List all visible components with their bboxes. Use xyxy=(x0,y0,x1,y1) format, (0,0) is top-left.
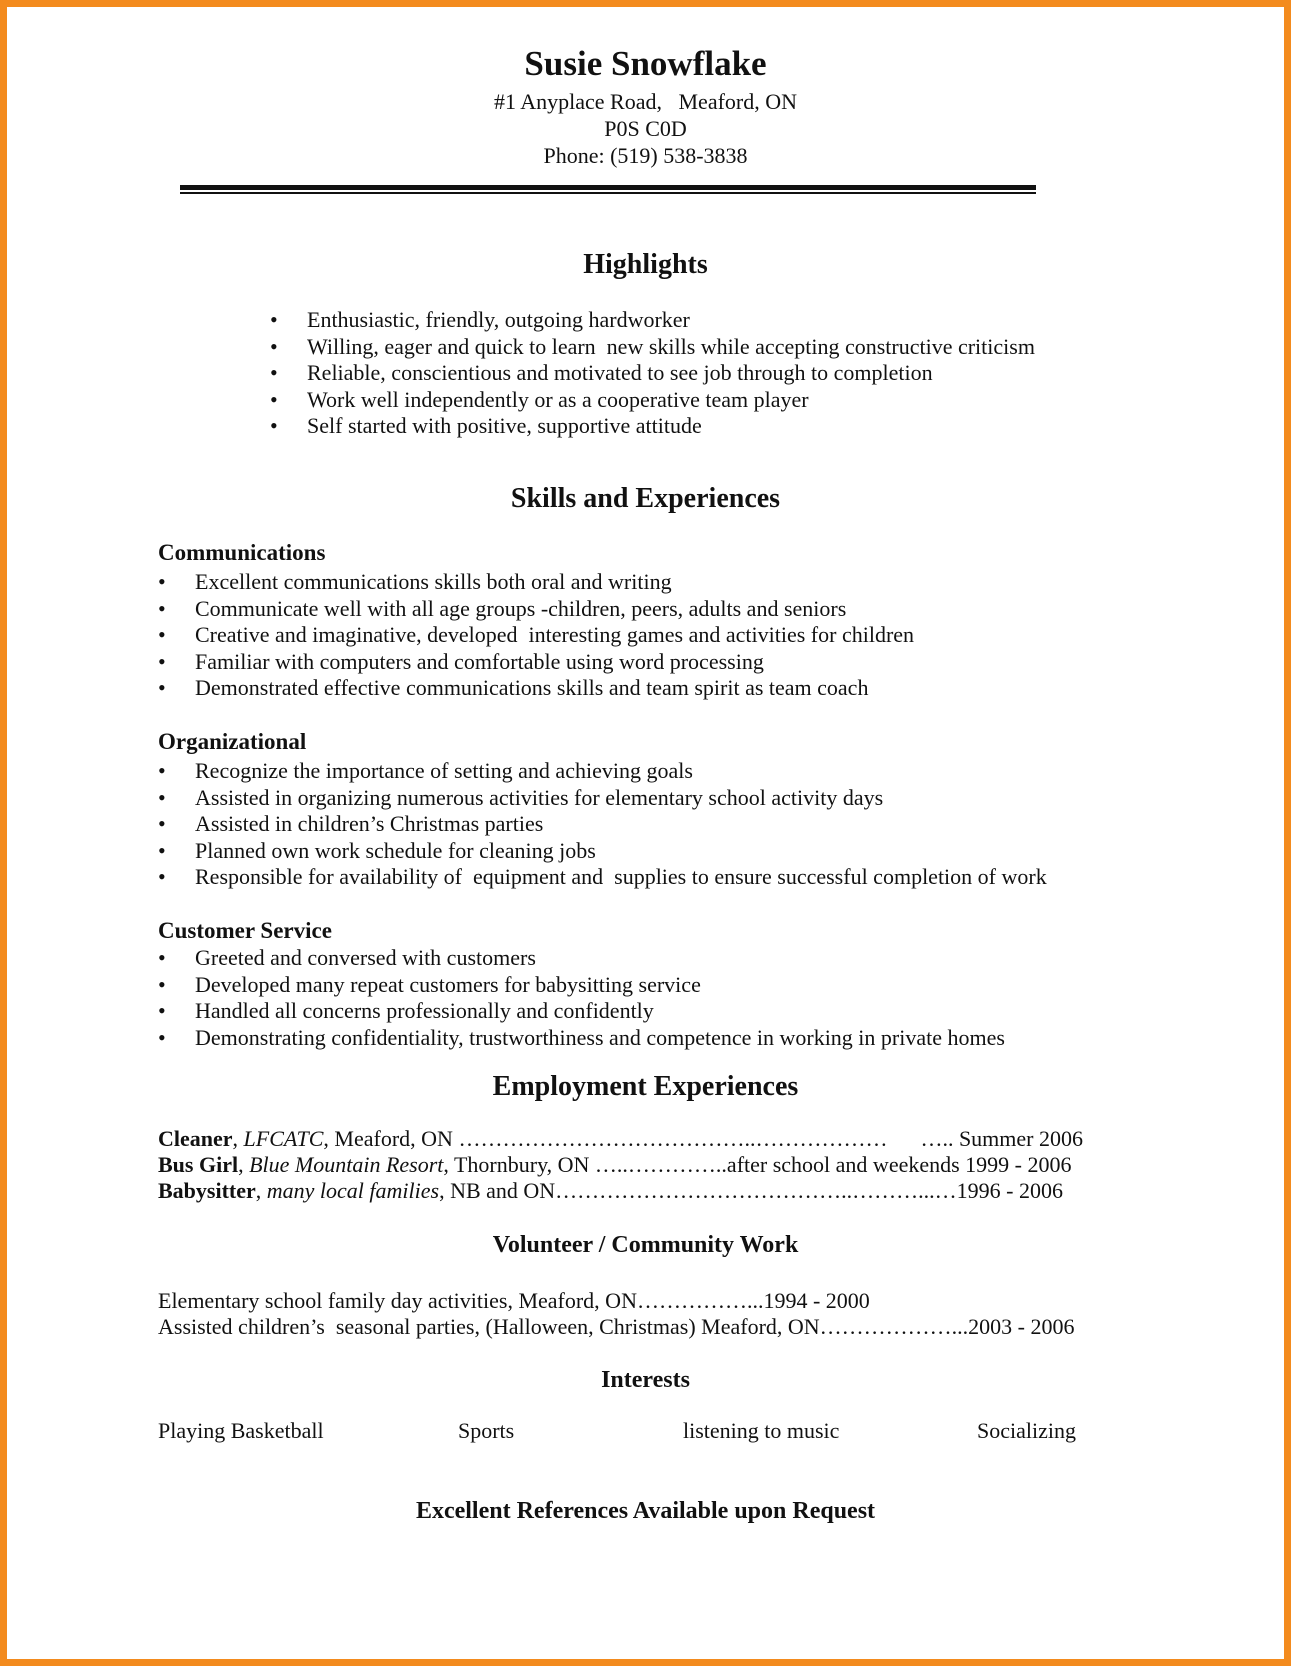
communications-list xyxy=(158,569,915,702)
header-rule-thin xyxy=(180,192,1036,194)
job-employer: many local families xyxy=(266,1178,440,1203)
communications-subheading: Communications xyxy=(158,540,326,565)
bullet: • xyxy=(158,622,166,647)
highlights-list xyxy=(270,307,1035,440)
organizational-list xyxy=(158,758,1047,891)
organizational-subheading: Organizational xyxy=(158,729,307,754)
employment-entry: Bus Girl, Blue Mountain Resort, Thornbury, ON …..…………..after school and weekends 1999 - 2006 xyxy=(158,1152,1072,1177)
interest-item: listening to music xyxy=(683,1418,840,1443)
list-item: • Demonstrated effective communications skills and team spirit as team coach xyxy=(158,675,869,700)
highlights-heading: Highlights xyxy=(583,249,708,280)
references-note: Excellent References Available upon Request xyxy=(415,1498,876,1524)
job-employer: Blue Mountain Resort xyxy=(249,1152,444,1177)
list-item: • Enthusiastic, friendly, outgoing hardworker xyxy=(270,307,690,332)
list-item: • Self started with positive, supportive attitude xyxy=(270,413,702,438)
list-item: • Assisted in organizing numerous activities for elementary school activity days xyxy=(158,784,884,810)
bullet: • xyxy=(270,333,278,359)
bullet: • xyxy=(270,386,278,412)
job-details: , NB and ON…………………………………..………...…1996 - 2006 xyxy=(439,1178,1064,1203)
interest-item: Sports xyxy=(458,1418,515,1443)
job-role: Bus Girl xyxy=(158,1152,239,1177)
volunteer-list xyxy=(158,1288,1075,1340)
list-item: • Willing, eager and quick to learn new skills while accepting constructive criticism xyxy=(270,333,1035,359)
list-item: • Excellent communications skills both oral and writing xyxy=(158,569,672,594)
volunteer-entry: Assisted children’s seasonal parties, (Halloween, Christmas) Meaford, ON………………...2003 - 2006 xyxy=(158,1314,1075,1339)
bullet: • xyxy=(158,758,166,783)
bullet: • xyxy=(158,1024,166,1050)
list-item: • Work well independently or as a cooperative team player xyxy=(270,386,809,412)
address-line: #1 Anyplace Road, Meaford, ON xyxy=(493,89,798,114)
list-item: • Creative and imaginative, developed interesting games and activities for children xyxy=(158,622,915,647)
list-item: • Reliable, conscientious and motivated to see job through to completion xyxy=(270,360,933,385)
skills-heading: Skills and Experiences xyxy=(510,483,781,514)
volunteer-heading: Volunteer / Community Work xyxy=(492,1232,799,1258)
volunteer-entry: Elementary school family day activities, Meaford, ON……………...1994 - 2000 xyxy=(158,1288,870,1313)
bullet: • xyxy=(270,413,278,438)
bullet: • xyxy=(158,811,166,836)
employment-list xyxy=(158,1126,1083,1204)
bullet: • xyxy=(158,837,166,863)
interest-item: Socializing xyxy=(977,1418,1076,1443)
bullet: • xyxy=(158,569,166,594)
list-item: • Communicate well with all age groups -children, peers, adults and seniors xyxy=(158,595,847,621)
list-item: • Greeted and conversed with customers xyxy=(158,945,536,970)
list-item: • Handled all concerns professionally and confidently xyxy=(158,998,654,1023)
job-employer: LFCATC xyxy=(243,1126,324,1151)
list-item: • Recognize the importance of setting and achieving goals xyxy=(158,758,693,783)
employment-heading: Employment Experiences xyxy=(492,1071,799,1102)
job-details: , Meaford, ON …………………………………..……………… ….. Summer 2006 xyxy=(323,1126,1083,1151)
bullet: • xyxy=(158,648,166,674)
postal-code: P0S C0D xyxy=(604,116,687,141)
bullet: • xyxy=(158,864,166,889)
list-item: • Responsible for availability of equipment and supplies to ensure successful completion of work xyxy=(158,864,1047,889)
phone-line: Phone: (519) 538-3838 xyxy=(543,143,748,168)
job-role: Cleaner xyxy=(158,1126,233,1151)
list-item: • Planned own work schedule for cleaning jobs xyxy=(158,837,596,863)
resume-name: Susie Snowflake xyxy=(524,44,767,83)
job-details: , Thornbury, ON …..…………..after school and weekends 1999 - 2006 xyxy=(443,1152,1072,1177)
customer-service-subheading: Customer Service xyxy=(158,918,332,943)
list-item: • Demonstrating confidentiality, trustworthiness and competence in working in private homes xyxy=(158,1024,1005,1050)
list-item: • Assisted in children’s Christmas parties xyxy=(158,811,544,836)
interests-heading: Interests xyxy=(601,1367,690,1393)
bullet: • xyxy=(270,307,278,332)
bullet: • xyxy=(270,360,278,385)
header-rule-thick xyxy=(180,185,1036,190)
bullet: • xyxy=(158,675,166,700)
employment-entry: Babysitter, many local families, NB and ON…………………………………..………...…1996 - 2006 xyxy=(158,1178,1064,1203)
list-item: • Familiar with computers and comfortable using word processing xyxy=(158,648,764,674)
bullet: • xyxy=(158,971,166,997)
list-item: • Developed many repeat customers for babysitting service xyxy=(158,971,701,997)
bullet: • xyxy=(158,945,166,970)
interest-item: Playing Basketball xyxy=(158,1418,324,1443)
employment-entry: Cleaner, LFCATC, Meaford, ON …………………………………..……………… ….. Summer 2006 xyxy=(158,1126,1083,1151)
bullet: • xyxy=(158,998,166,1023)
customer-service-list xyxy=(158,945,1005,1051)
job-role: Babysitter xyxy=(158,1178,256,1203)
bullet: • xyxy=(158,784,166,810)
bullet: • xyxy=(158,595,166,621)
